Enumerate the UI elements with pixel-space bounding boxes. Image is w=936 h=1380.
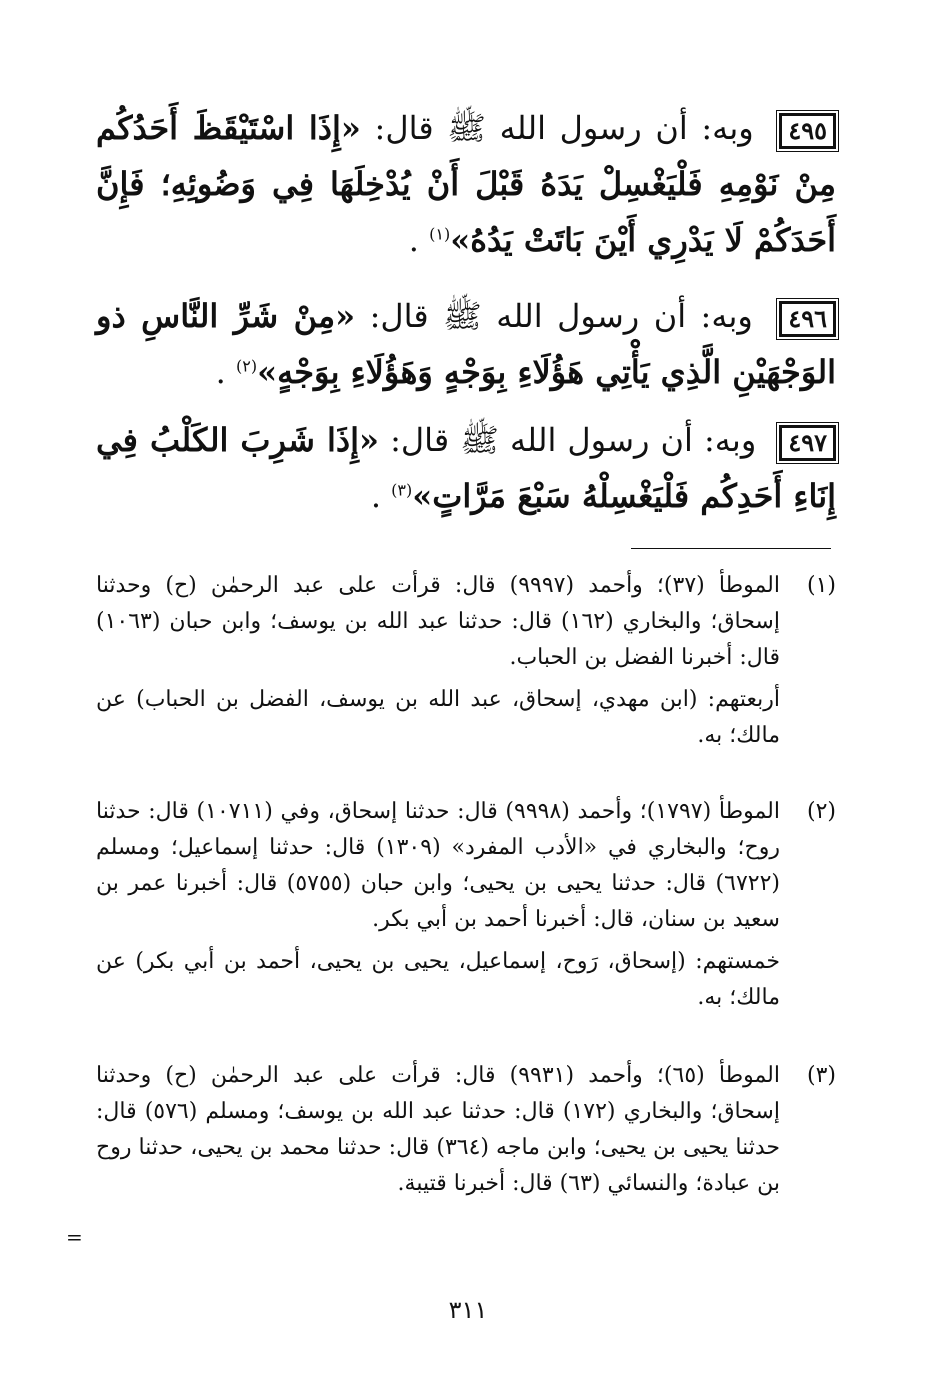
hadith-text: «مِنْ شَرِّ النَّاسِ ذو الوَجْهَيْنِ الَّذِي يَأْتِي هَؤُلَاءِ بِوَجْهٍ وَهَؤُلَاءِ بِوَجْهٍ» bbox=[96, 297, 836, 391]
hadith-number-badge: ٤٩٧ bbox=[779, 425, 836, 461]
page-number: ٣١١ bbox=[448, 1296, 488, 1324]
footnote-paragraph: الموطأ (٣٧)؛ وأحمد (٩٩٩٧) قال: قرأت على عبد الرحمٰن (ح) وحدثنا إسحاق؛ والبخاري (١٦٢) قال: حدثنا عبد الله بن يوسف؛ وابن حبان (١٠٦٣) قال: أخبرنا الفضل بن الحباب. bbox=[96, 573, 780, 670]
footnote-number: (٢) bbox=[806, 799, 836, 824]
footnote-paragraph: أربعتهم: (ابن مهدي، إسحاق، عبد الله بن يوسف، الفضل بن الحباب) عن مالك؛ به. bbox=[96, 687, 780, 748]
footnote-number: (١) bbox=[806, 573, 836, 598]
hadith-end: . bbox=[215, 353, 226, 391]
footnote-3 bbox=[96, 1058, 836, 1202]
footnote-paragraph: الموطأ (٦٥)؛ وأحمد (٩٩٣١) قال: قرأت على عبد الرحمٰن (ح) وحدثنا إسحاق؛ والبخاري (١٧٢) قال: حدثنا عبد الله بن يوسف؛ ومسلم (٥٧٦) قال: حدثنا يحيى بن يحيى؛ وابن ماجه (٣٦٤) قال: حدثنا محمد بن يحيى، حدثنا روح بن عبادة؛ والنسائي (٦٣) قال: أخبرنا قتيبة. bbox=[96, 1063, 780, 1196]
footnote-divider bbox=[631, 548, 831, 549]
hadith-text: «إِذَا اسْتَيْقَظَ أَحَدُكُم مِنْ نَوْمِهِ فَلْيَغْسِلْ يَدَهُ قَبْلَ أَنْ يُدْخِلَهَا فِي وَضُوئِهِ؛ فَإِنَّ أَحَدَكُمْ لَا يَدْرِي أَيْنَ بَاتَتْ يَدُهُ» bbox=[96, 109, 836, 259]
footnote-1 bbox=[96, 568, 836, 754]
footnote-paragraph: الموطأ (١٧٩٧)؛ وأحمد (٩٩٩٨) قال: حدثنا إسحاق، وفي (١٠٧١١) قال: حدثنا روح؛ والبخاري في «الأدب المفرد» (١٣٠٩) قال: حدثنا إسماعيل؛ ومسلم (٦٧٢٢) قال: حدثنا يحيى بن يحيى؛ وابن حبان (٥٧٥٥) قال: أخبرنا عمر بن سعيد بن سنان، قال: أخبرنا أحمد بن أبي بكر. bbox=[96, 799, 781, 932]
hadith-intro: وبه: أن رسول الله ﷺ قال: bbox=[374, 109, 754, 147]
hadith-496 bbox=[96, 288, 836, 400]
hadith-495 bbox=[96, 100, 836, 268]
hadith-497 bbox=[96, 412, 836, 524]
footnote-number: (٣) bbox=[806, 1063, 836, 1088]
footnote-ref: (٢) bbox=[236, 356, 258, 376]
hadith-end: . bbox=[370, 477, 381, 515]
hadith-number-badge: ٤٩٥ bbox=[779, 113, 836, 149]
footnote-paragraph: خمستهم: (إسحاق، رَوح، إسماعيل، يحيى بن يحيى، أحمد بن أبي بكر) عن مالك؛ به. bbox=[96, 949, 780, 1010]
footnote-ref: (٣) bbox=[391, 480, 413, 500]
hadith-text: «إِذَا شَرِبَ الكَلْبُ فِي إِنَاءِ أَحَدِكُم فَلْيَغْسِلْهُ سَبْعَ مَرَّاتٍ» bbox=[96, 421, 836, 515]
hadith-end: . bbox=[408, 221, 419, 259]
hadith-intro: وبه: أن رسول الله ﷺ قال: bbox=[390, 421, 757, 459]
continuation-mark: = bbox=[66, 1225, 83, 1249]
hadith-intro: وبه: أن رسول الله ﷺ قال: bbox=[369, 297, 753, 335]
footnote-2 bbox=[96, 794, 836, 1016]
hadith-number-badge: ٤٩٦ bbox=[779, 301, 836, 337]
footnote-ref: (١) bbox=[429, 224, 451, 244]
